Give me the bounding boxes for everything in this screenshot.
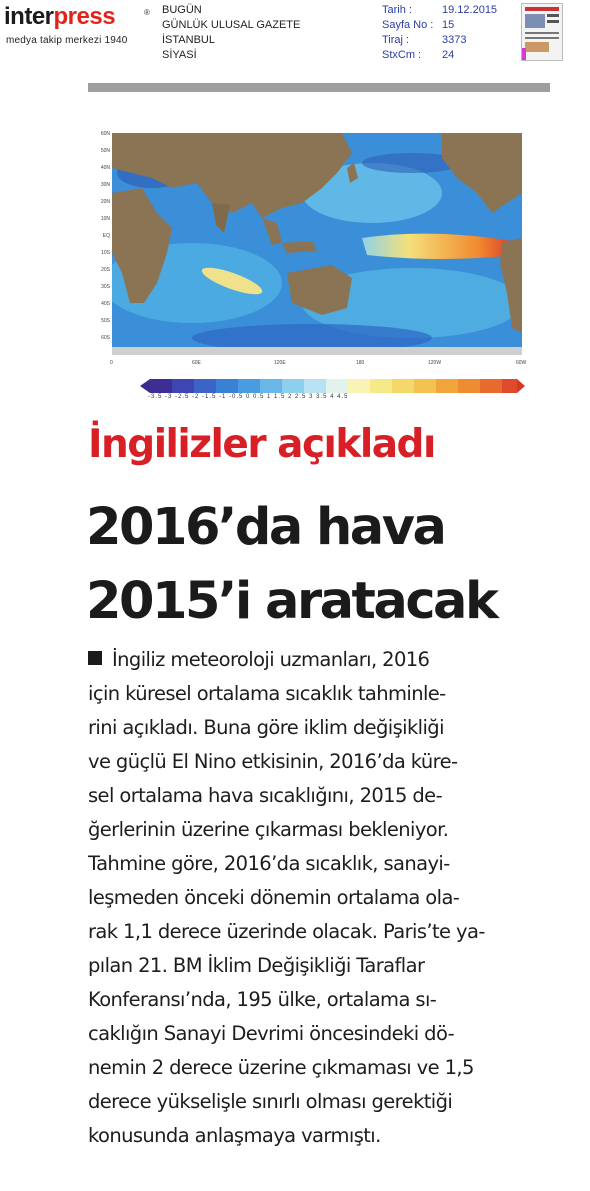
body-line: konusunda anlaşmaya varmıştı. [88, 1124, 381, 1147]
lat-label: 40S [101, 301, 110, 307]
article-body [88, 643, 531, 1153]
body-line: rini açıkladı. Buna göre iklim değişikliği [88, 716, 444, 739]
body-line: ğerlerinin üzerine çıkarması bekleniyor. [88, 818, 449, 841]
top-rule [88, 83, 550, 92]
body-line: için küresel ortalama sıcaklık tahminle- [88, 682, 446, 705]
meta-row-circulation: Tiraj : 3373 [382, 34, 467, 46]
body-line: rak 1,1 derece üzerinde olacak. Paris’te ya- [88, 920, 485, 943]
body-line: leşmeden önceki dönemin ortalama ola- [88, 886, 460, 909]
body-line: İngiliz meteoroloji uzmanları, 2016 [88, 643, 531, 677]
clipping-header [0, 0, 590, 70]
headline-line-1: 2016’da hava [86, 498, 445, 557]
meta-row-date: Tarih : 19.12.2015 [382, 4, 498, 16]
lat-label: 50S [101, 318, 110, 324]
lat-label: 20S [101, 267, 110, 273]
lon-label: 60E [192, 360, 201, 366]
headline-line-2: 2015’i aratacak [86, 572, 497, 631]
sea-temperature-map-figure [88, 125, 528, 370]
publication-type: GÜNLÜK ULUSAL GAZETE [162, 19, 301, 31]
interpress-logo [4, 4, 154, 50]
body-line: pılan 21. BM İklim Değişikliği Taraflar [88, 954, 425, 977]
body-line: nemin 2 derece üzerine çıkmaması ve 1,5 [88, 1056, 474, 1079]
publication-city: İSTANBUL [162, 34, 215, 46]
lat-label: 50N [100, 148, 110, 154]
lon-label: 0 [110, 360, 113, 366]
body-line: caklığın Sanayi Devrimi öncesindeki dö- [88, 1022, 455, 1045]
lat-label: EQ [102, 233, 110, 239]
lon-label: 60W [516, 360, 527, 366]
article-kicker: İngilizler açıkladı [88, 422, 435, 467]
clipping-meta [382, 3, 497, 63]
lon-label: 180 [356, 360, 365, 366]
publication-name: BUGÜN [162, 4, 202, 16]
page-thumbnail[interactable] [521, 3, 563, 61]
publication-category: SİYASİ [162, 49, 197, 61]
lat-label: 60S [101, 335, 110, 341]
lat-label: 10N [100, 216, 110, 222]
article-headline [86, 491, 496, 639]
logo-word-press: press [53, 3, 116, 30]
logo-word-inter: inter [4, 3, 54, 30]
lon-label: 120W [428, 360, 442, 366]
lat-label: 40N [100, 165, 110, 171]
sea-temperature-map [112, 133, 522, 355]
registered-mark: ® [144, 8, 150, 17]
body-line: Tahmine göre, 2016’da sıcaklık, sanayi- [88, 852, 450, 875]
meta-row-stxcm: StxCm : 24 [382, 49, 455, 61]
body-line: Konferansı’nda, 195 ülke, ortalama sı- [88, 988, 437, 1011]
lon-label: 120E [274, 360, 286, 366]
lat-label: 30N [100, 182, 110, 188]
lat-label: 60N [100, 131, 110, 137]
paragraph-bullet-icon [88, 651, 102, 665]
lat-label: 10S [101, 250, 110, 256]
body-line: derece yükselişle sınırlı olması gerektiği [88, 1090, 453, 1113]
map-colorbar [140, 378, 525, 394]
lat-label: 30S [101, 284, 110, 290]
colorbar-scale-labels: -3.5 -3 -2.5 -2 -1.5 -1 -0.5 0 0.5 1 1.5 2 2.5 3 3.5 4 4.5 [148, 394, 349, 400]
body-line: sel ortalama hava sıcaklığını, 2015 de- [88, 784, 443, 807]
publication-info [162, 3, 300, 63]
logo-tagline: medya takip merkezi 1940 [6, 35, 128, 46]
lat-label: 20N [100, 199, 110, 205]
body-line: ve güçlü El Nino etkisinin, 2016’da küre- [88, 750, 458, 773]
meta-row-page: Sayfa No : 15 [382, 19, 455, 31]
